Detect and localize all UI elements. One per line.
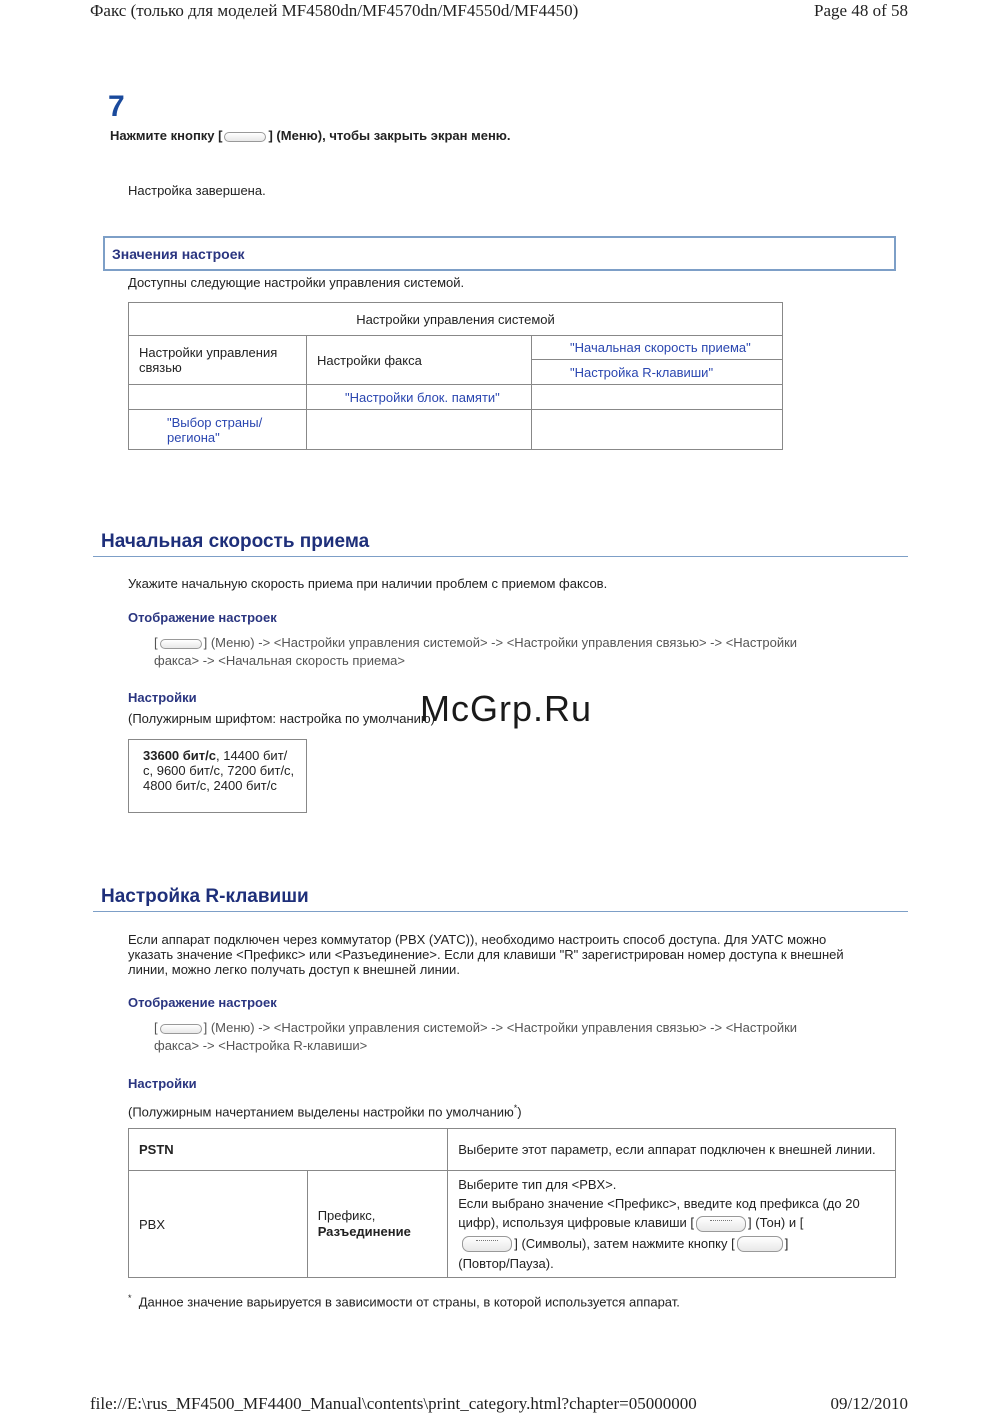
tone-key-icon [696, 1214, 746, 1234]
link-country-region[interactable]: "Выбор страны/региона" [167, 414, 263, 445]
rx-speed-display-heading: Отображение настроек [128, 610, 277, 625]
step-text-before: Нажмите кнопку [ [110, 128, 223, 143]
footnote [128, 1293, 680, 1309]
pbx-desc-line-4a: ] (Символы), затем нажмите кнопку [ [514, 1235, 735, 1251]
rx-speed-rule [93, 556, 908, 557]
rx-speed-settings-heading: Настройки [128, 690, 197, 705]
step-text-after: ] (Меню), чтобы закрыть экран меню. [268, 128, 511, 143]
path-bracket: [ [154, 635, 158, 650]
table-header: Настройки управления системой [129, 303, 783, 336]
values-intro: Доступны следующие настройки управления системой. [128, 275, 465, 290]
empty-cell [532, 410, 783, 450]
pbx-options-cell [307, 1171, 448, 1278]
comm-settings-cell: Настройки управления связью [129, 336, 307, 385]
pbx-desc-line-4b: ] [784, 1235, 789, 1251]
r-key-desc [128, 932, 844, 977]
pbx-desc-line-2: Если выбрано значение <Префикс>, введите код префикса (до 20 [458, 1195, 860, 1211]
r-key-path [154, 1020, 797, 1054]
empty-cell [307, 410, 532, 450]
rx-speed-settings-note: (Полужирным шрифтом: настройка по умолчанию) [128, 711, 435, 726]
menu-key-icon [160, 637, 202, 651]
pbx-option-prefix: Префикс, [317, 1208, 376, 1223]
empty-cell [532, 385, 783, 410]
footer-date: 09/12/2010 [830, 1394, 908, 1413]
empty-cell [129, 385, 307, 410]
link-memory-block[interactable]: "Настройки блок. памяти" [345, 389, 500, 405]
menu-key-icon [160, 1022, 202, 1036]
document-title: Факс (только для моделей MF4580dn/MF4570dn/MF4550d/MF4450) [90, 1, 579, 20]
pbx-desc-line-3a: цифр), используя цифровые клавиши [ [458, 1214, 695, 1230]
pbx-cell: PBX [129, 1171, 308, 1278]
pbx-desc-cell [448, 1171, 896, 1278]
path-line-1: ] (Меню) -> <Настройки управления системой> -> <Настройки управления связью> -> <Настройки [203, 635, 798, 650]
system-settings-table [128, 302, 783, 450]
pbx-desc-line-5: (Повтор/Пауза). [458, 1256, 554, 1272]
rx-speed-title: Начальная скорость приема [101, 531, 370, 552]
symbols-key-icon [462, 1234, 512, 1254]
r-key-table [128, 1128, 896, 1278]
path-line-2: факса> -> <Настройка R-клавиши> [154, 1038, 368, 1053]
path-bracket: [ [154, 1020, 158, 1035]
footer-path: file://E:\rus_MF4500_MF4400_Manual\contents\print_category.html?chapter=05000000 [90, 1394, 697, 1413]
values-title: Значения настроек [112, 246, 245, 262]
settings-note-text: (Полужирным начертанием выделены настройки по умолчанию [128, 1104, 514, 1120]
step-result: Настройка завершена. [128, 183, 266, 198]
watermark: McGrp.Ru [420, 688, 593, 729]
rx-speed-desc: Укажите начальную скорость приема при наличии проблем с приемом факсов. [128, 576, 608, 591]
path-line-2: факса> -> <Начальная скорость приема> [154, 653, 405, 668]
link-rx-speed[interactable]: "Начальная скорость приема" [570, 340, 751, 355]
footnote-text: Данное значение варьируется в зависимости от страны, в которой используется аппарат. [138, 1294, 680, 1310]
pbx-option-disconnect: Разъединение [317, 1224, 411, 1239]
settings-note-mark: * [513, 1103, 518, 1113]
fax-settings-cell: Настройки факса [307, 336, 532, 385]
rx-speed-path [154, 635, 797, 669]
pstn-cell: PSTN [129, 1129, 448, 1171]
step-number: 7 [108, 90, 125, 123]
rx-speed-values-box [128, 739, 307, 813]
pbx-desc-line-1: Выберите тип для <PBX>. [458, 1176, 617, 1192]
menu-key-icon [224, 130, 266, 144]
rx-speed-default: 33600 бит/с [143, 748, 216, 763]
r-key-settings-heading: Настройки [128, 1076, 197, 1091]
rx-speed-values [143, 748, 295, 793]
step-instruction [110, 128, 511, 144]
r-key-desc-line-3: линии, можно легко получать доступ к внешней линии. [128, 962, 460, 977]
path-line-1: ] (Меню) -> <Настройки управления системой> -> <Настройки управления связью> -> <Настройки [203, 1020, 798, 1035]
r-key-desc-line-1: Если аппарат подключен через коммутатор (PBX (УАТС)), необходимо настроить способ доступа. Для УАТС можно [128, 932, 827, 947]
settings-note-close: ) [517, 1104, 522, 1120]
r-key-settings-note [128, 1100, 522, 1120]
values-title-box [103, 236, 896, 271]
rx-speed-others: , 14400 бит/с, 9600 бит/с, 7200 бит/с, 4800 бит/с, 2400 бит/с [143, 748, 295, 793]
link-r-key[interactable]: "Настройка R-клавиши" [570, 364, 714, 380]
r-key-rule [93, 911, 908, 912]
pbx-desc-line-3b: ] (Тон) и [ [748, 1214, 804, 1230]
redial-pause-key-icon [737, 1234, 783, 1254]
r-key-title: Настройка R-клавиши [101, 886, 309, 907]
r-key-display-heading: Отображение настроек [128, 995, 277, 1010]
footnote-mark: * [128, 1293, 132, 1303]
page-indicator: Page 48 of 58 [814, 1, 908, 20]
r-key-desc-line-2: указать значение <Префикс> или <Разъединение>. Если для клавиши "R" зарегистрирован номер доступа к внешней [128, 947, 844, 962]
pstn-desc-cell: Выберите этот параметр, если аппарат подключен к внешней линии. [448, 1129, 896, 1171]
